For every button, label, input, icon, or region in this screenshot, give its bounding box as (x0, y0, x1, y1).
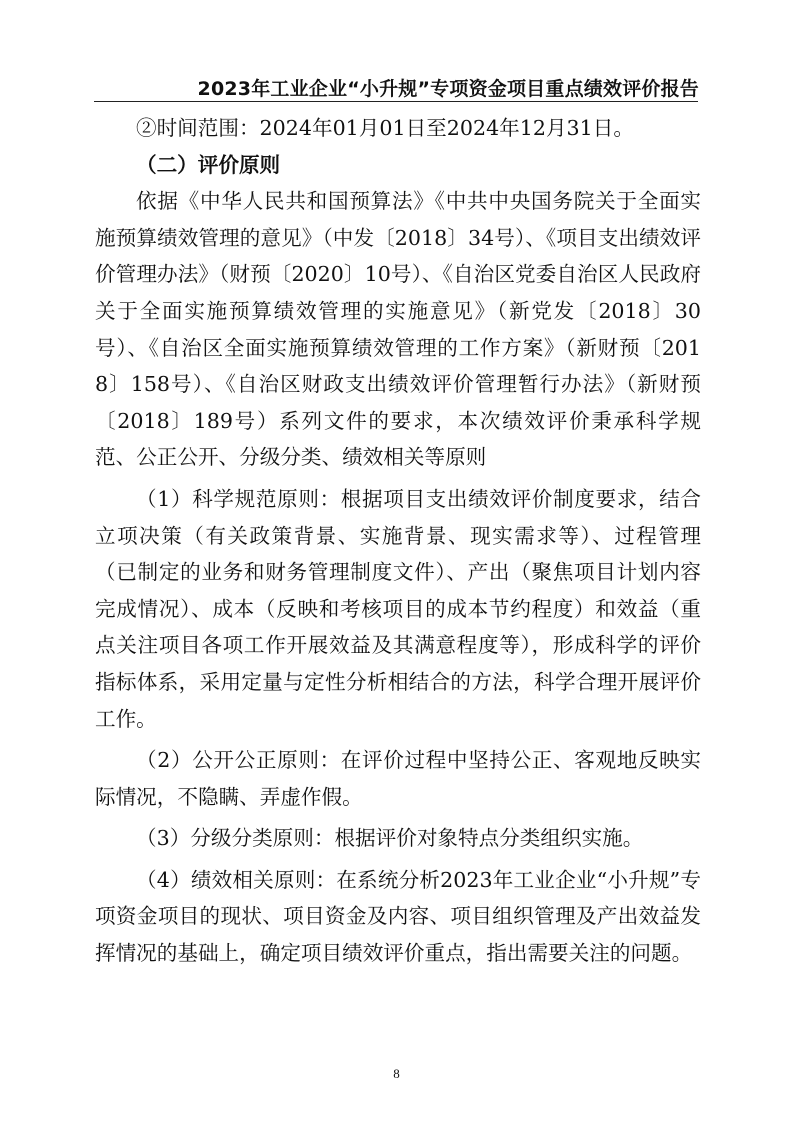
section-heading: （二）评价原则 (136, 152, 281, 177)
page-number: 8 (393, 1066, 400, 1081)
principle-1-paragraph: （1）科学规范原则：根据项目支出绩效评价制度要求，结合立项决策（有关政策背景、实施背景、现实需求等）、过程管理（已制定的业务和财务管理制度文件）、产出（聚焦项目计划内容完成情况）、成本（反映和考核项目的成本节约程度）和效益（重点关注项目各项工作开展效益及其满意程度等），形成科学的评价指标体系，采用定量与定性分析相结合的方法，科学合理开展评价工作。 (95, 486, 701, 731)
principle-3-paragraph: （3）分级分类原则：根据评价对象特点分类组织实施。 (136, 826, 644, 851)
intro-paragraph: 依据《中华人民共和国预算法》《中共中央国务院关于全面实施预算绩效管理的意见》（中发〔2018〕34号）、《项目支出绩效评价管理办法》（财预〔2020〕10号）、《自治区党委自治区人民政府关于全面实施预算绩效管理的实施意见》（新党发〔2018〕30号）、《自治区全面实施预算绩效管理的工作方案》（新财预〔2018〕158号）、《自治区财政支出绩效评价管理暂行办法》（新财预〔2018〕189号）系列文件的要求，本次绩效评价秉承科学规范、公正公开、分级分类、绩效相关等原则 (95, 189, 701, 470)
principle-4-paragraph: （4）绩效相关原则：在系统分析2023年工业企业“小升规”专项资金项目的现状、项目资金及内容、项目组织管理及产出效益发挥情况的基础上，确定项目绩效评价重点，指出需要关注的问题。 (95, 867, 701, 966)
time-range-paragraph: ②时间范围：2024年01月01日至2024年12月31日。 (136, 116, 634, 140)
document-body (95, 110, 701, 972)
principle-2-paragraph: （2）公开公正原则：在评价过程中坚持公正、客观地反映实际情况，不隐瞒、弄虚作假。 (95, 748, 701, 809)
header-divider (94, 101, 698, 102)
running-header-title: 2023年工业企业“小升规”专项资金项目重点绩效评价报告 (197, 78, 699, 100)
